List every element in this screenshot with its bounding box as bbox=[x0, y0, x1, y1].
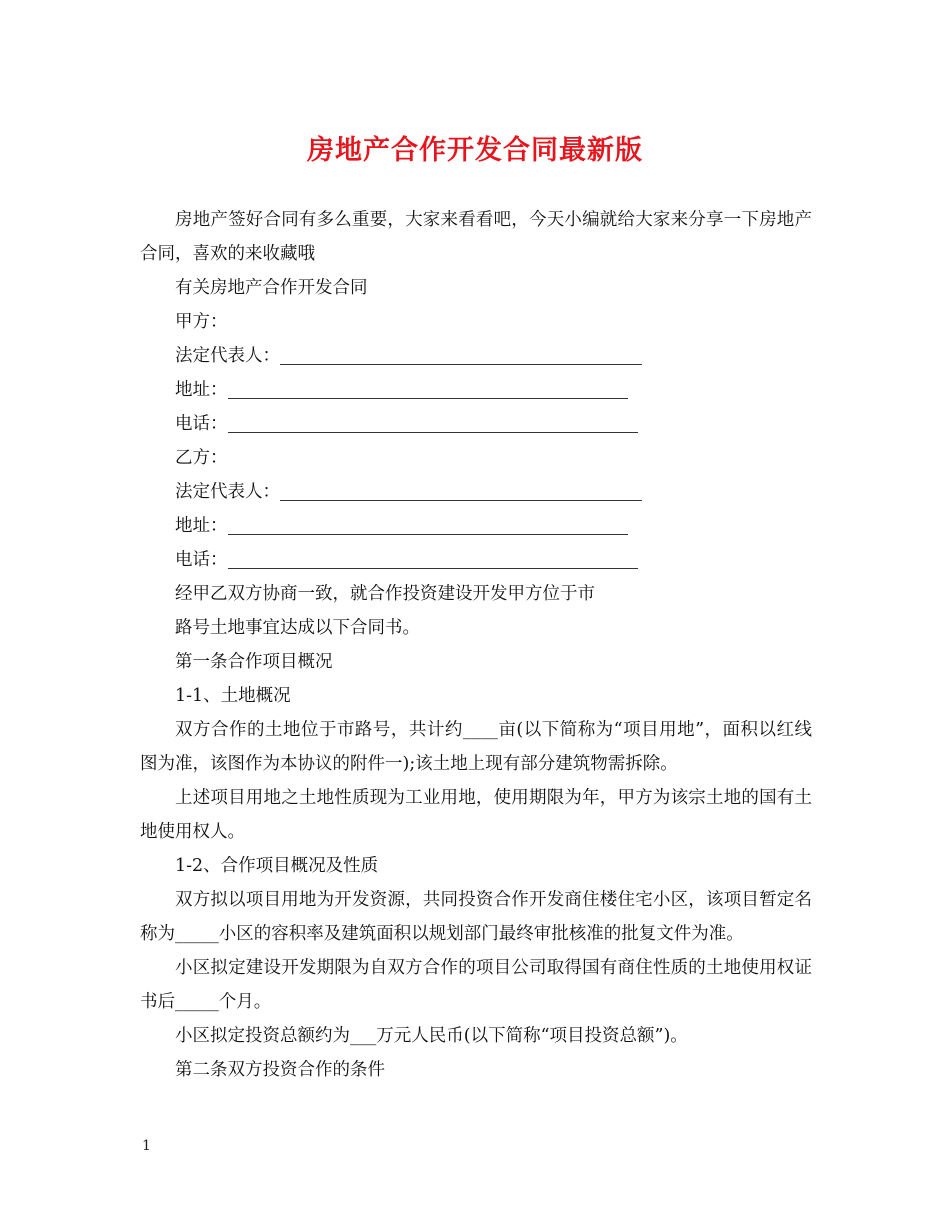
project-overview-paragraph: 双方拟以项目用地为开发资源，共同投资合作开发商住楼住宅小区，该项目暂定名称为_____小区的容积率及建筑面积以规划部门最终审批核准的批复文件为准。 bbox=[140, 890, 812, 944]
land-overview-paragraph: 双方合作的土地位于市路号，共计约____亩(以下简称为“项目用地”，面积以红线图为准，该图作为本协议的附件一);该土地上现有部分建筑物需拆除。 bbox=[140, 720, 812, 774]
field-label: 地址： bbox=[175, 516, 228, 536]
section-1-1-heading: 1-1、土地概况 bbox=[175, 686, 291, 706]
field-label: 法定代表人： bbox=[175, 482, 280, 502]
party-a-phone bbox=[140, 407, 812, 441]
party-b-label: 乙方： bbox=[175, 448, 228, 468]
intro-paragraph: 房地产签好合同有多么重要，大家来看看吧，今天小编就给大家来分享一下房地产合同，喜欢的来收藏哦 bbox=[140, 210, 812, 264]
contract-heading: 有关房地产合作开发合同 bbox=[175, 278, 368, 298]
article-2-heading: 第二条双方投资合作的条件 bbox=[175, 1060, 385, 1080]
blank-line bbox=[228, 550, 638, 569]
field-label: 地址： bbox=[175, 380, 228, 400]
development-period-paragraph: 小区拟定建设开发期限为自双方合作的项目公司取得国有商住性质的土地使用权证书后_____个月。 bbox=[140, 958, 812, 1012]
party-a-representative bbox=[140, 339, 812, 373]
document-body bbox=[140, 203, 812, 1087]
blank-line bbox=[228, 414, 638, 433]
blank-line bbox=[280, 482, 642, 501]
blank-line bbox=[280, 346, 642, 365]
field-label: 电话： bbox=[175, 550, 228, 570]
field-label: 法定代表人： bbox=[175, 346, 280, 366]
agreement-paragraph-cont: 路号土地事宜达成以下合同书。 bbox=[175, 618, 420, 638]
article-1-heading: 第一条合作项目概况 bbox=[175, 652, 333, 672]
party-b-address bbox=[140, 509, 812, 543]
land-nature-paragraph: 上述项目用地之土地性质现为工业用地，使用期限为年，甲方为该宗土地的国有土地使用权人。 bbox=[140, 788, 812, 842]
page-number: 1 bbox=[142, 1138, 151, 1154]
agreement-paragraph: 经甲乙双方协商一致，就合作投资建设开发甲方位于市 bbox=[175, 584, 595, 604]
section-1-2-heading: 1-2、合作项目概况及性质 bbox=[175, 856, 379, 876]
party-a-label: 甲方： bbox=[175, 312, 228, 332]
blank-line bbox=[228, 516, 628, 535]
field-label: 电话： bbox=[175, 414, 228, 434]
document-title: 房地产合作开发合同最新版 bbox=[307, 135, 643, 166]
party-a-address bbox=[140, 373, 812, 407]
party-b-phone bbox=[140, 543, 812, 577]
investment-total-paragraph: 小区拟定投资总额约为___万元人民币(以下简称“项目投资总额”)。 bbox=[175, 1026, 688, 1046]
party-b-representative bbox=[140, 475, 812, 509]
blank-line bbox=[228, 380, 628, 399]
